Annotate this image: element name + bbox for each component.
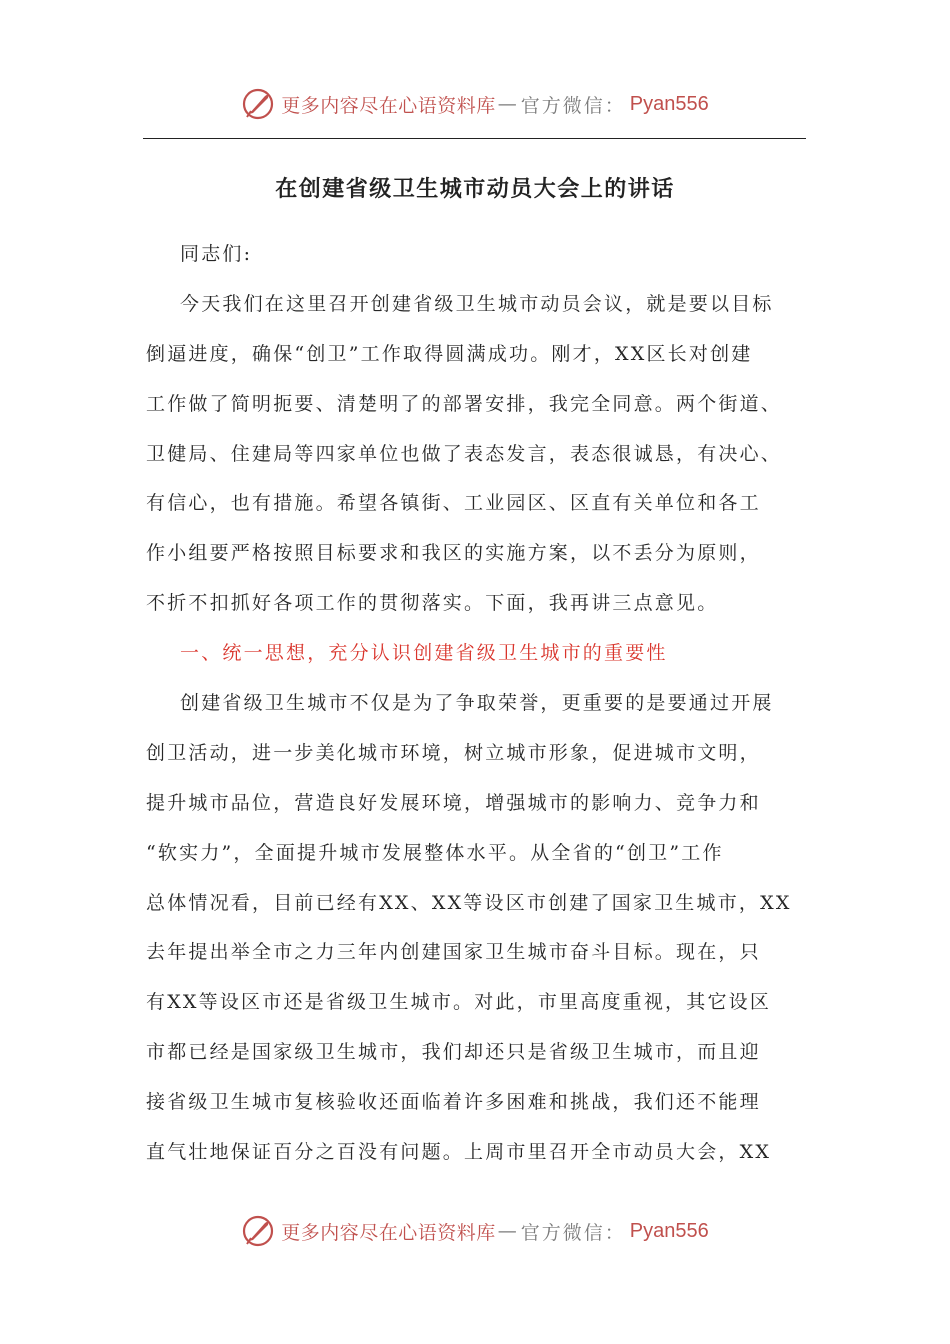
quill-logo-icon bbox=[241, 87, 275, 121]
paragraph-line: 市都已经是国家级卫生城市，我们却还只是省级卫生城市，而且迎 bbox=[146, 1041, 761, 1064]
paragraph-line: 倒逼进度，确保“创卫”工作取得圆满成功。刚才，XX区长对创建 bbox=[146, 342, 753, 365]
brand-text: 更多内容尽在心语资料库 bbox=[281, 94, 496, 117]
footer-banner bbox=[0, 1211, 950, 1251]
paragraph-line: 卫健局、住建局等四家单位也做了表态发言，表态很诚恳，有决心、 bbox=[146, 442, 783, 465]
section-heading: 一、统一思想，充分认识创建省级卫生城市的重要性 bbox=[180, 642, 668, 665]
dash-separator: — bbox=[497, 93, 519, 115]
paragraph-line: 提升城市品位，营造良好发展环境，增强城市的影响力、竞争力和 bbox=[146, 791, 761, 814]
wechat-id: Pyan556 bbox=[629, 1219, 709, 1242]
paragraph-line: 工作做了简明扼要、清楚明了的部署安排，我完全同意。两个街道、 bbox=[146, 392, 783, 415]
paragraph-line: 作小组要严格按照目标要求和我区的实施方案，以不丢分为原则， bbox=[146, 542, 761, 565]
paragraph-line: 接省级卫生城市复核验收还面临着许多困难和挑战，我们还不能理 bbox=[146, 1091, 761, 1114]
dash-separator: — bbox=[497, 1220, 519, 1242]
paragraph-line: 去年提出举全市之力三年内创建国家卫生城市奋斗目标。现在，只 bbox=[146, 941, 761, 964]
brand-text: 更多内容尽在心语资料库 bbox=[281, 1221, 496, 1244]
paragraph-line: 创卫活动，进一步美化城市环境，树立城市形象，促进城市文明， bbox=[146, 741, 761, 764]
wechat-id: Pyan556 bbox=[629, 92, 709, 115]
paragraph-line: “软实力”，全面提升城市发展整体水平。从全省的“创卫”工作 bbox=[146, 841, 724, 864]
paragraph-line: 不折不扣抓好各项工作的贯彻落实。下面，我再讲三点意见。 bbox=[146, 592, 719, 615]
paragraph-line: 有信心，也有措施。希望各镇街、工业园区、区直有关单位和各工 bbox=[146, 492, 761, 515]
wechat-label: 官方微信： bbox=[520, 94, 626, 117]
paragraph-line: 直气壮地保证百分之百没有问题。上周市里召开全市动员大会，XX bbox=[146, 1141, 772, 1164]
paragraph-line: 创建省级卫生城市不仅是为了争取荣誉，更重要的是要通过开展 bbox=[180, 692, 774, 715]
document-title: 在创建省级卫生城市动员大会上的讲话 bbox=[275, 177, 675, 202]
wechat-label: 官方微信： bbox=[520, 1221, 626, 1244]
header-banner bbox=[0, 84, 950, 124]
paragraph-line: 同志们: bbox=[180, 243, 253, 265]
paragraph-line: 总体情况看，目前已经有XX、XX等设区市创建了国家卫生城市，XX bbox=[146, 891, 792, 914]
quill-logo-icon bbox=[241, 1214, 275, 1248]
document-body bbox=[146, 230, 806, 1178]
paragraph-line: 有XX等设区市还是省级卫生城市。对此，市里高度重视，其它设区 bbox=[146, 991, 772, 1014]
header-rule bbox=[143, 138, 806, 139]
paragraph-line: 今天我们在这里召开创建省级卫生城市动员会议，就是要以目标 bbox=[180, 292, 774, 315]
